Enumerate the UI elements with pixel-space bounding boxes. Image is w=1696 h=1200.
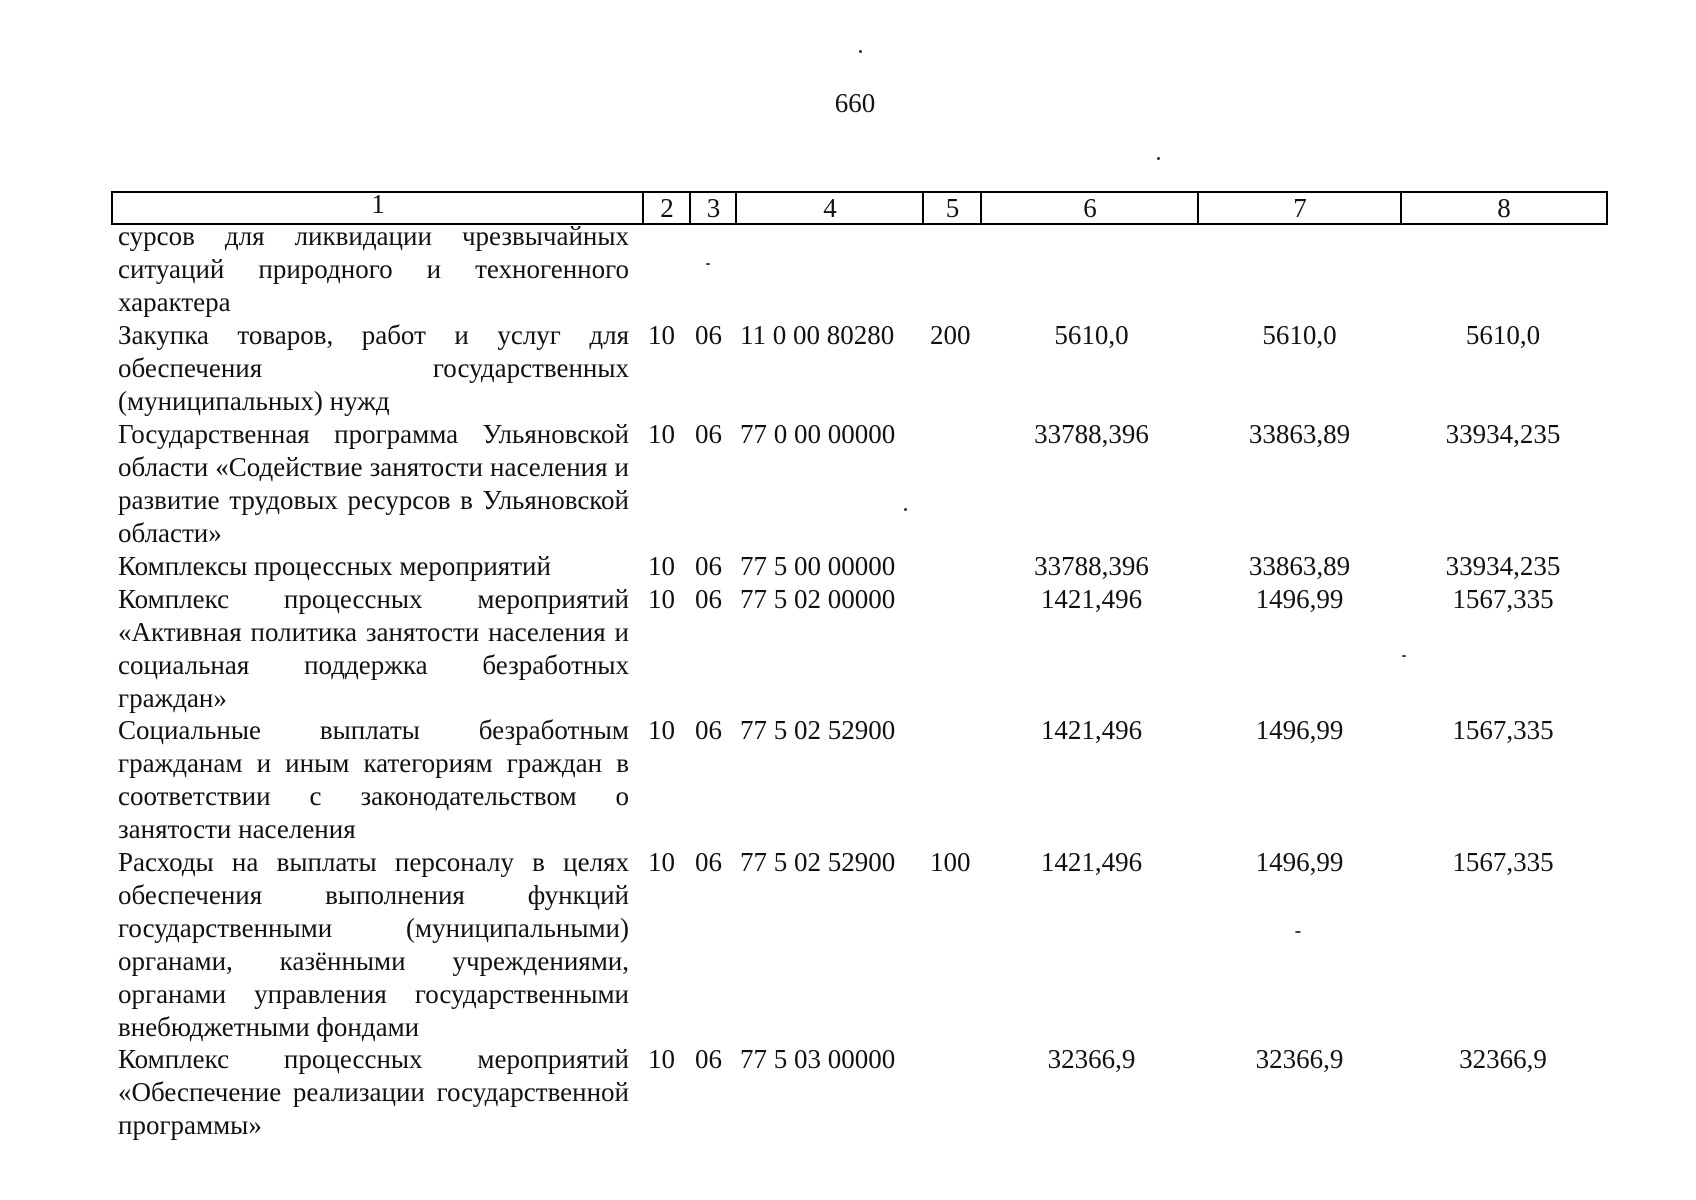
row-name: Комплекс процессных мероприятий «Обеспечение реализации государственной программы» — [118, 1044, 629, 1140]
scan-speck — [1157, 157, 1160, 160]
page-number: 660 — [834, 88, 876, 118]
amount-col-8: 32366,9 — [1459, 1044, 1547, 1074]
amount-col-7: 33863,89 — [1248, 419, 1351, 449]
target-article-code: 77 5 02 52900 — [740, 847, 896, 877]
subsection-code: 06 — [695, 715, 722, 745]
target-article-code: 77 0 00 00000 — [740, 419, 896, 449]
subsection-code: 06 — [695, 320, 722, 350]
amount-col-8: 5610,0 — [1465, 320, 1541, 350]
section-code: 10 — [648, 847, 675, 877]
section-code: 10 — [648, 551, 675, 581]
header-cell: 3 — [706, 193, 721, 223]
amount-col-8: 33934,235 — [1445, 551, 1561, 581]
amount-col-7: 1496,99 — [1255, 847, 1344, 877]
section-code: 10 — [648, 584, 675, 614]
amount-col-7: 5610,0 — [1262, 320, 1337, 350]
scan-speck — [706, 263, 710, 265]
scan-speck — [1402, 655, 1406, 657]
amount-col-6: 33788,396 — [1034, 551, 1149, 581]
scan-speck — [904, 508, 907, 511]
target-article-code: 77 5 02 52900 — [740, 715, 896, 745]
target-article-code: 77 5 02 00000 — [740, 584, 896, 614]
row-name: Комплекс процессных мероприятий «Активная политика занятости населения и социальная поддержка безработных граждан» — [118, 584, 629, 713]
scan-speck — [859, 50, 862, 53]
subsection-code: 06 — [695, 419, 722, 449]
amount-col-7: 1496,99 — [1255, 584, 1344, 614]
amount-col-6: 5610,0 — [1054, 320, 1129, 350]
section-code: 10 — [648, 1044, 675, 1074]
row-name: Комплексы процессных мероприятий — [118, 551, 551, 581]
row-name: Закупка товаров, работ и услуг для обеспечения государственных (муниципальных) нужд — [118, 320, 629, 416]
amount-col-6: 1421,496 — [1040, 847, 1143, 877]
subsection-code: 06 — [695, 1044, 722, 1074]
amount-col-8: 33934,235 — [1445, 419, 1561, 449]
amount-col-7: 32366,9 — [1255, 1044, 1344, 1074]
expense-type-code: 200 — [930, 320, 971, 350]
amount-col-8: 1567,335 — [1452, 584, 1554, 614]
header-cell: 7 — [1293, 193, 1307, 223]
header-cell: 8 — [1497, 193, 1511, 223]
header-cell: 1 — [371, 189, 385, 219]
row-name: сурсов для ликвидации чрезвычайных ситуаций природного и техногенного характера — [118, 221, 629, 317]
amount-col-7: 33863,89 — [1248, 551, 1351, 581]
row-name: Расходы на выплаты персоналу в целях обеспечения выполнения функций государственными (муниципальными) органами, казёнными учреждениями, органами управления государственными внебюджетными фондами — [118, 847, 629, 1042]
subsection-code: 06 — [695, 847, 722, 877]
section-code: 10 — [648, 320, 675, 350]
section-code: 10 — [648, 715, 675, 745]
amount-col-6: 1421,496 — [1040, 715, 1143, 745]
amount-col-8: 1567,335 — [1452, 715, 1554, 745]
header-cell: 5 — [945, 193, 960, 223]
expense-type-code: 100 — [930, 847, 971, 877]
header-cell: 6 — [1083, 193, 1097, 223]
row-name: Социальные выплаты безработным гражданам и иным категориям граждан в соответствии с законодательством о занятости населения — [118, 715, 629, 844]
amount-col-6: 33788,396 — [1034, 419, 1149, 449]
scan-speck — [1295, 931, 1301, 933]
subsection-code: 06 — [695, 551, 722, 581]
section-code: 10 — [648, 419, 675, 449]
amount-col-6: 1421,496 — [1040, 584, 1143, 614]
target-article-code: 77 5 00 00000 — [740, 551, 896, 581]
header-cell: 4 — [823, 193, 837, 223]
amount-col-7: 1496,99 — [1255, 715, 1344, 745]
header-cell: 2 — [660, 193, 674, 223]
amount-col-6: 32366,9 — [1047, 1044, 1136, 1074]
subsection-code: 06 — [695, 584, 722, 614]
target-article-code: 11 0 00 80280 — [740, 320, 895, 350]
amount-col-8: 1567,335 — [1452, 847, 1554, 877]
target-article-code: 77 5 03 00000 — [740, 1044, 896, 1074]
row-name: Государственная программа Ульяновской области «Содействие занятости населения и развитие трудовых ресурсов в Ульяновской области» — [118, 419, 629, 548]
